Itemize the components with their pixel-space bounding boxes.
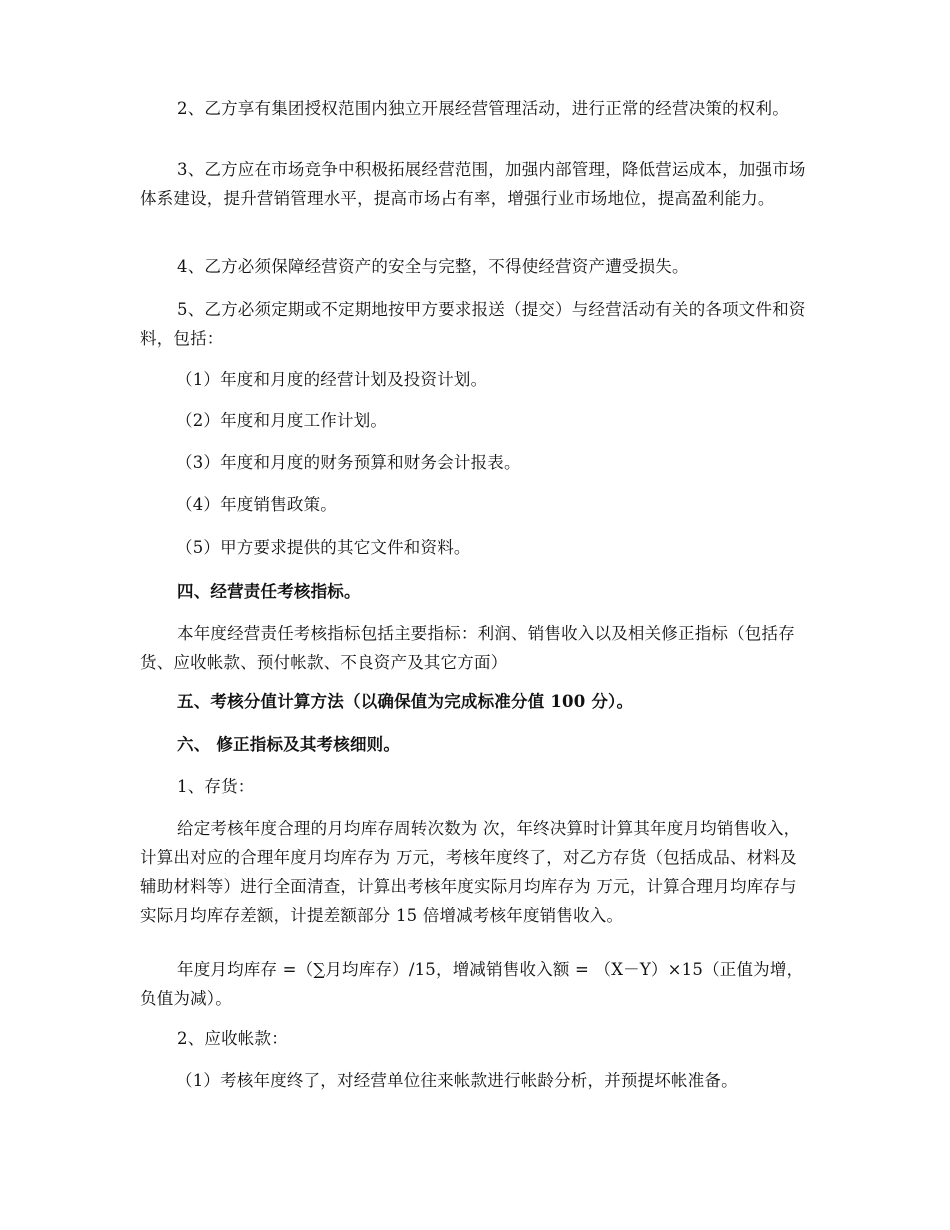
clause-2-paragraph: 2、乙方享有集团授权范围内独立开展经营管理活动，进行正常的经营决策的权利。 bbox=[177, 99, 789, 118]
inventory-paragraph: 给定考核年度合理的月均库存周转次数为 次，年终决算时计算其年度月均销售收入，计算出对应的合理年度月均库存为 万元，考核年度终了，对乙方存货（包括成品、材料及辅助材料等）进行全面清查，计算出考核年度实际月均库存为 万元，计算合理月均库存与实际月均库存差额，计提差额部分 15 倍增减考核年度销售收入。 bbox=[140, 819, 801, 925]
item-1-heading: 1、存货： bbox=[177, 777, 255, 796]
clause-5-paragraph: 5、乙方必须定期或不定期地按甲方要求报送（提交）与经营活动有关的各项文件和资料，包括： bbox=[140, 300, 806, 348]
receivables-list-item-1: （1）考核年度终了，对经营单位往来帐款进行帐龄分析，并预提坏帐准备。 bbox=[176, 1071, 738, 1090]
clause-3-paragraph: 3、乙方应在市场竞争中积极拓展经营范围，加强内部管理，降低营运成本，加强市场体系建设，提升营销管理水平，提高市场占有率，增强行业市场地位，提高盈利能力。 bbox=[140, 160, 806, 208]
section-4-body: 本年度经营责任考核指标包括主要指标：利润、销售收入以及相关修正指标（包括存货、应收帐款、预付帐款、不良资产及其它方面） bbox=[140, 624, 795, 672]
section-heading-5: 五、考核分值计算方法（以确保值为完成标准分值 100 分）。 bbox=[177, 692, 634, 711]
list-item-5: （5）甲方要求提供的其它文件和资料。 bbox=[176, 538, 471, 557]
section-heading-4: 四、经营责任考核指标。 bbox=[177, 582, 361, 601]
clause-4-paragraph: 4、乙方必须保障经营资产的安全与完整，不得使经营资产遭受损失。 bbox=[177, 257, 689, 276]
list-item-1: （1）年度和月度的经营计划及投资计划。 bbox=[176, 370, 488, 389]
item-2-heading: 2、应收帐款： bbox=[177, 1029, 288, 1048]
formula-paragraph: 年度月均库存 =（∑月均库存）/15，增减销售收入额 = （X－Y）×15（正值为增，负值为减）。 bbox=[140, 960, 804, 1008]
section-heading-6: 六、 修正指标及其考核细则。 bbox=[177, 735, 401, 754]
list-item-3: （3）年度和月度的财务预算和财务会计报表。 bbox=[176, 453, 521, 472]
list-item-4: （4）年度销售政策。 bbox=[176, 495, 337, 514]
list-item-2: （2）年度和月度工作计划。 bbox=[176, 411, 388, 430]
